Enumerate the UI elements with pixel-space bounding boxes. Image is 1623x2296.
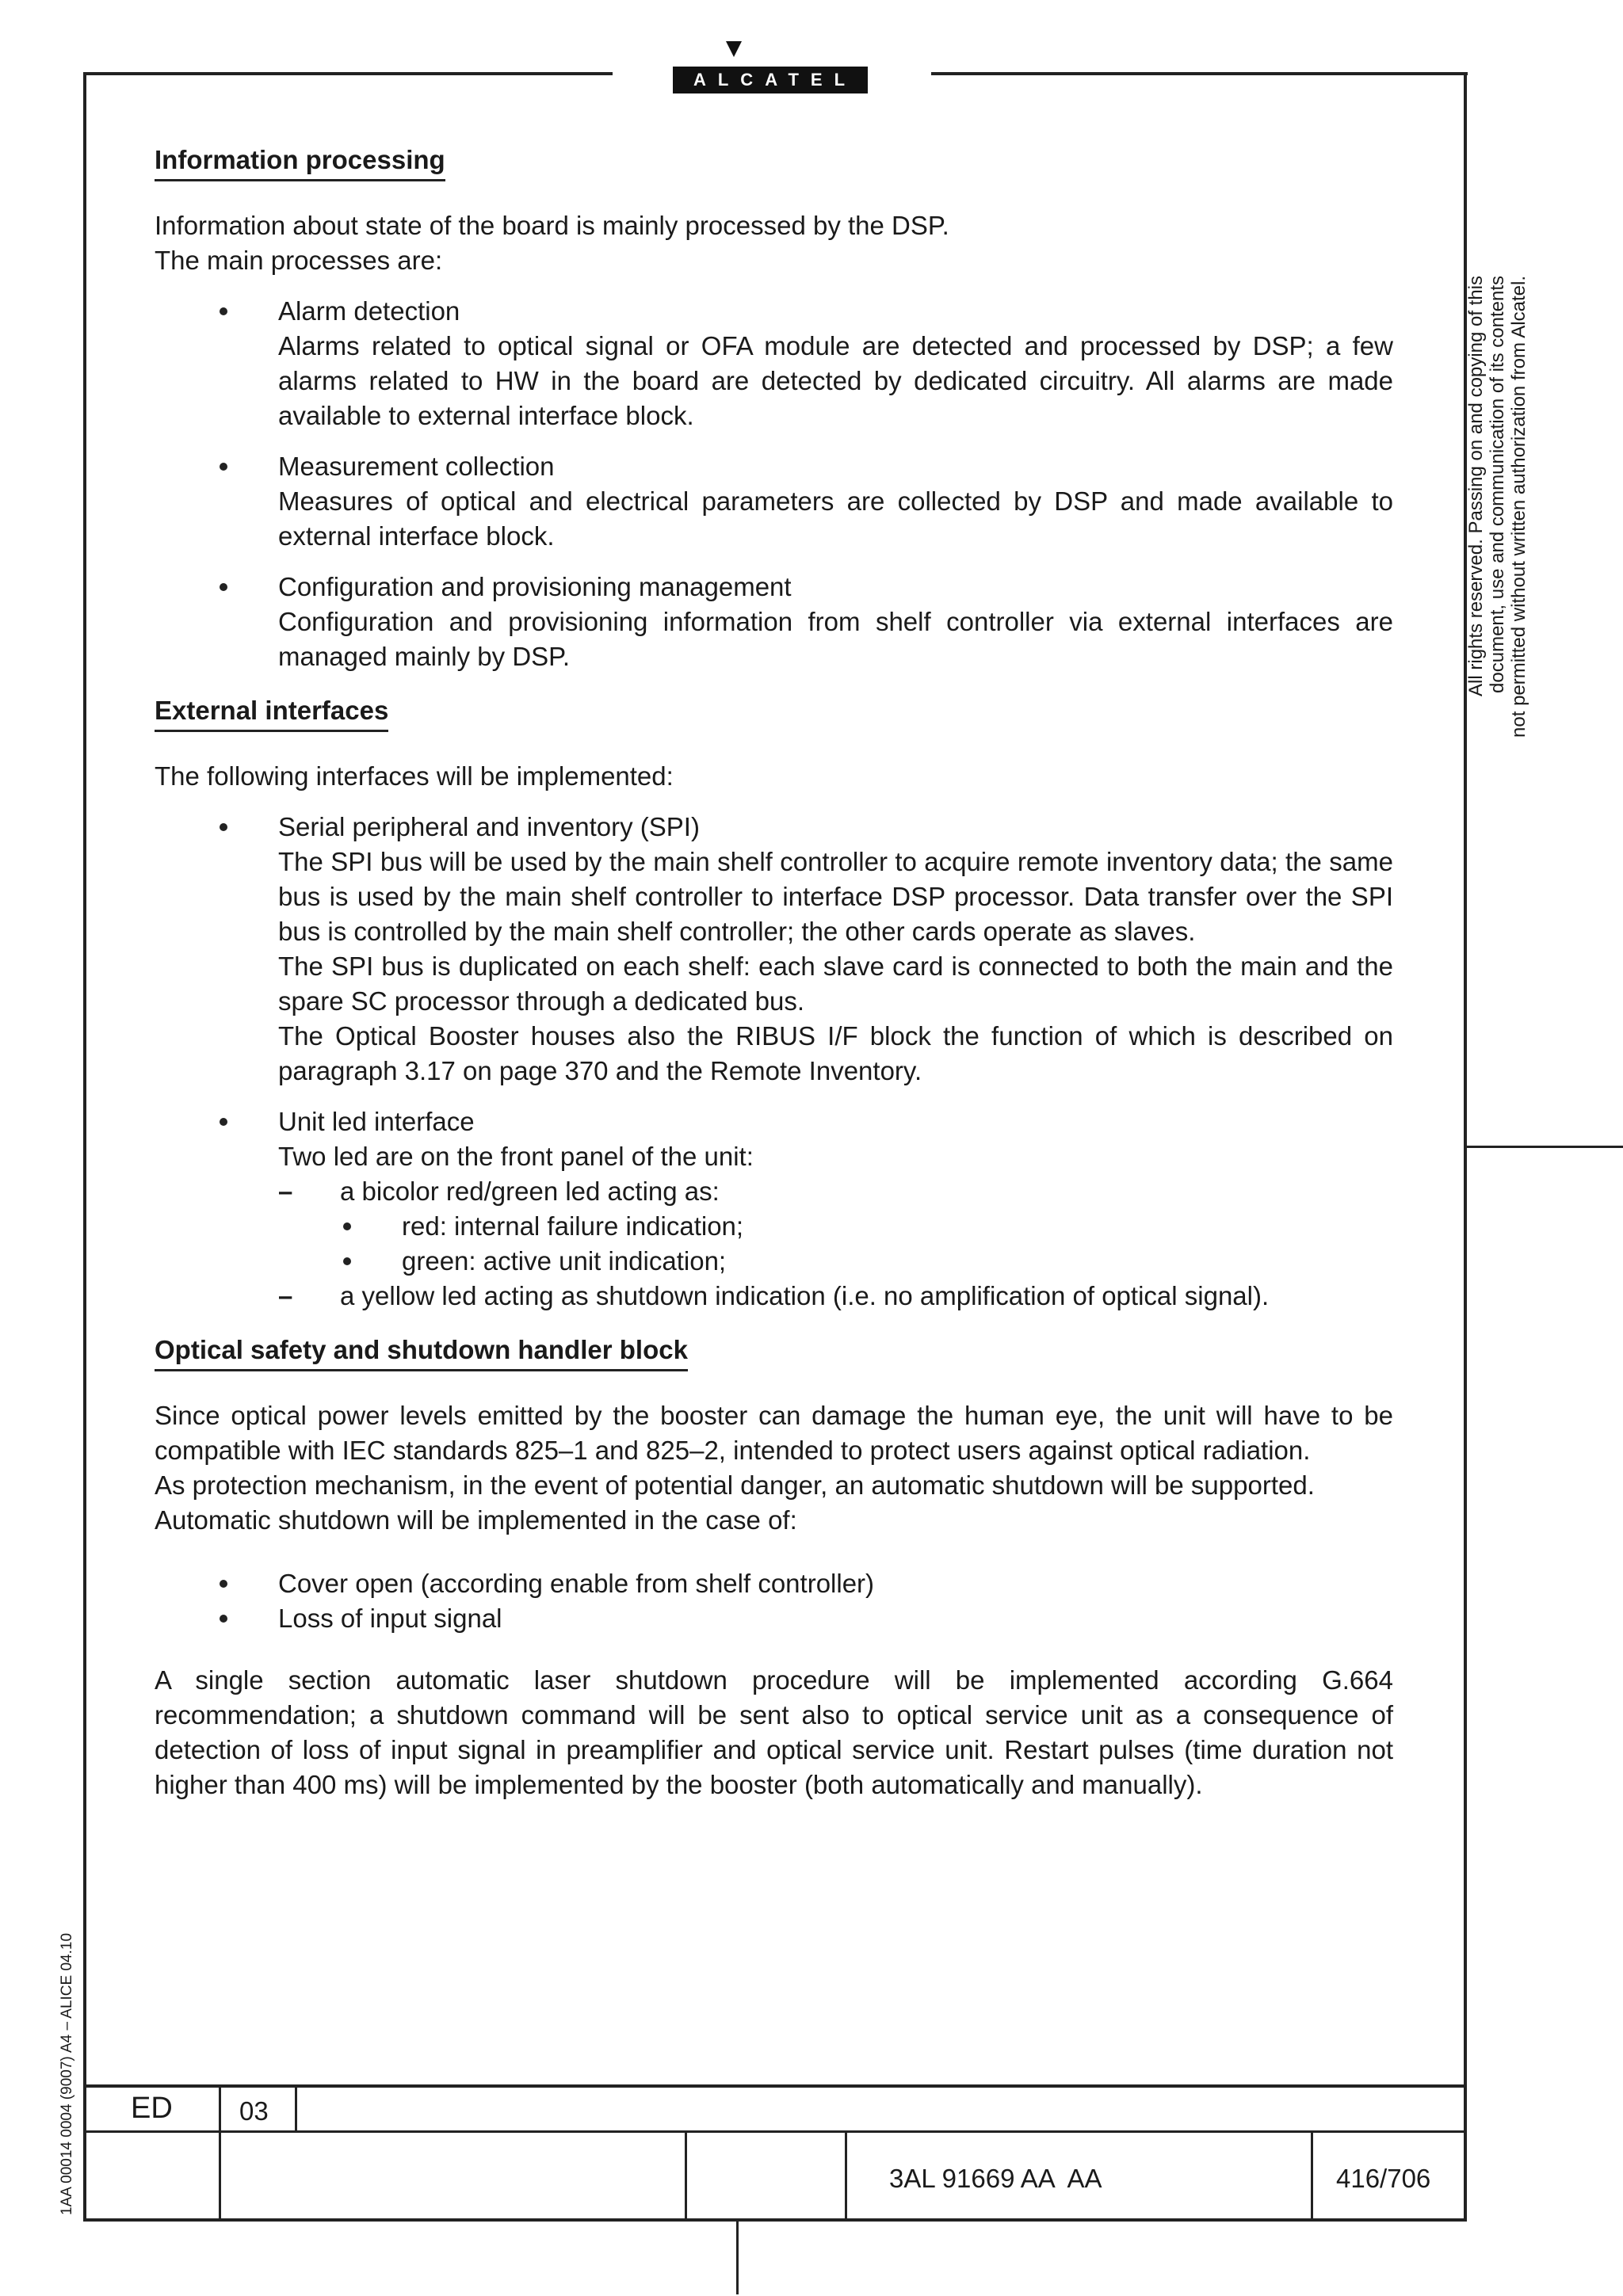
bullet-icon bbox=[220, 307, 227, 315]
info-intro-2: The main processes are: bbox=[155, 246, 443, 275]
bullet-icon bbox=[343, 1222, 351, 1230]
item-text: Configuration and provisioning information from shelf controller via external interfaces are managed mainly by DSP. bbox=[278, 607, 1393, 671]
ext-interface-list bbox=[155, 810, 1393, 1314]
list-item bbox=[155, 449, 1393, 554]
list-item bbox=[155, 294, 1393, 433]
list-item bbox=[155, 570, 1393, 674]
shutdown-case-list bbox=[155, 1566, 1393, 1636]
heading-external-interfaces: External interfaces bbox=[155, 693, 388, 732]
item-text: Measures of optical and electrical parameters are collected by DSP and made available to external interface block. bbox=[278, 486, 1393, 551]
frame-top-right bbox=[931, 72, 1468, 75]
copyright-line: not permitted without written authorization from Alcatel. bbox=[1508, 276, 1529, 738]
safety-p1-2: As protection mechanism, in the event of potential danger, an automatic shutdown will be supported. bbox=[155, 1470, 1315, 1500]
safety-p2: A single section automatic laser shutdown procedure will be implemented according G.664 recommendation; a shutdown command will be sent also to optical service unit as a consequence of detection of loss of input signal in preamplifier and optical service unit. Restart pulses (time duration not higher than 400 ms) will be implemented by the booster (both automatically and manually). bbox=[155, 1665, 1393, 1799]
bullet-icon bbox=[220, 823, 227, 831]
item-text: Alarms related to optical signal or OFA module are detected and processed by DSP; a few alarms related to HW in the board are detected by dedicated circuitry. All alarms are made available to external interface block. bbox=[278, 331, 1393, 430]
footer-divider-3 bbox=[685, 2130, 687, 2221]
item-title: Alarm detection bbox=[278, 296, 460, 326]
ext-intro: The following interfaces will be implemented: bbox=[155, 761, 674, 791]
footer-line-mid bbox=[83, 2130, 1467, 2133]
list-item bbox=[155, 1601, 1393, 1636]
copyright-line: All rights reserved. Passing on and copying of this bbox=[1465, 276, 1487, 696]
sub-item bbox=[155, 1244, 1393, 1279]
bullet-icon bbox=[220, 1615, 227, 1623]
safety-p1-3: Automatic shutdown will be implemented in the case of: bbox=[155, 1505, 797, 1535]
footer-divider-2 bbox=[295, 2084, 297, 2132]
footer-line-top bbox=[83, 2084, 1467, 2088]
edition-value: 03 bbox=[239, 2096, 269, 2126]
heading-optical-safety: Optical safety and shutdown handler block bbox=[155, 1333, 688, 1371]
edition-label: ED bbox=[131, 2092, 173, 2125]
document-body bbox=[155, 143, 1393, 1802]
logo-triangle-icon bbox=[726, 41, 742, 57]
item-title: Serial peripheral and inventory (SPI) bbox=[278, 812, 700, 841]
copyright-line: document, use and communication of its contents bbox=[1487, 276, 1508, 693]
bullet-icon bbox=[343, 1257, 351, 1265]
item-title: Configuration and provisioning management bbox=[278, 572, 792, 601]
sub-text: red: internal failure indication; bbox=[402, 1211, 744, 1241]
dash-marker: – bbox=[278, 1281, 293, 1310]
alcatel-logo: ALCATEL bbox=[673, 67, 868, 93]
sub-text: green: active unit indication; bbox=[402, 1246, 727, 1276]
dash-item bbox=[155, 1174, 1393, 1209]
safety-p1-1: Since optical power levels emitted by the booster can damage the human eye, the unit will have to be compatible with IEC standards 825–1 and 825–2, intended to protect users against optical radiation. bbox=[155, 1401, 1393, 1465]
footer-stem bbox=[736, 2221, 739, 2294]
dash-text: a yellow led acting as shutdown indication (i.e. no amplification of optical signal). bbox=[340, 1281, 1270, 1310]
footer-line-bottom bbox=[83, 2218, 1467, 2222]
frame-left bbox=[83, 72, 86, 2221]
list-item bbox=[155, 1566, 1393, 1601]
dash-item bbox=[155, 1279, 1393, 1314]
footer-divider-1 bbox=[219, 2084, 221, 2221]
side-tick bbox=[1464, 1146, 1623, 1148]
item-text: Two led are on the front panel of the unit: bbox=[278, 1142, 754, 1171]
item-text: Loss of input signal bbox=[278, 1604, 502, 1633]
item-text: The SPI bus will be used by the main shelf controller to acquire remote inventory data; the same bus is used by the main shelf controller to interface DSP processor. Data transfer over the SPI bus is controlled by the main shelf controller; the other cards operate as slaves. bbox=[278, 847, 1393, 946]
frame-top-left bbox=[83, 72, 613, 75]
bullet-icon bbox=[220, 463, 227, 471]
info-process-list bbox=[155, 294, 1393, 674]
form-code: 1AA 00014 0004 (9007) A4 – ALICE 04.10 bbox=[59, 1932, 75, 2215]
info-intro-1: Information about state of the board is mainly processed by the DSP. bbox=[155, 211, 949, 240]
item-text: The SPI bus is duplicated on each shelf: each slave card is connected to both the main and the spare SC processor through a dedicated bus. bbox=[278, 952, 1393, 1016]
dash-text: a bicolor red/green led acting as: bbox=[340, 1177, 720, 1206]
item-text: The Optical Booster houses also the RIBUS I/F block the function of which is described on paragraph 3.17 on page 370 and the Remote Inventory. bbox=[278, 1021, 1393, 1085]
item-title: Measurement collection bbox=[278, 452, 555, 481]
list-item bbox=[155, 810, 1393, 1089]
dash-marker: – bbox=[278, 1177, 293, 1206]
heading-information-processing: Information processing bbox=[155, 143, 445, 181]
bullet-icon bbox=[220, 1118, 227, 1126]
footer-divider-5 bbox=[1311, 2130, 1313, 2221]
bullet-icon bbox=[220, 1580, 227, 1588]
item-title: Unit led interface bbox=[278, 1107, 475, 1136]
document-number: 3AL 91669 AA AA bbox=[889, 2164, 1102, 2193]
footer-divider-4 bbox=[845, 2130, 847, 2221]
bullet-icon bbox=[220, 583, 227, 591]
list-item bbox=[155, 1104, 1393, 1314]
page-number: 416/706 bbox=[1336, 2164, 1431, 2193]
sub-item bbox=[155, 1209, 1393, 1244]
copyright-note bbox=[1465, 276, 1529, 799]
item-text: Cover open (according enable from shelf controller) bbox=[278, 1569, 875, 1598]
